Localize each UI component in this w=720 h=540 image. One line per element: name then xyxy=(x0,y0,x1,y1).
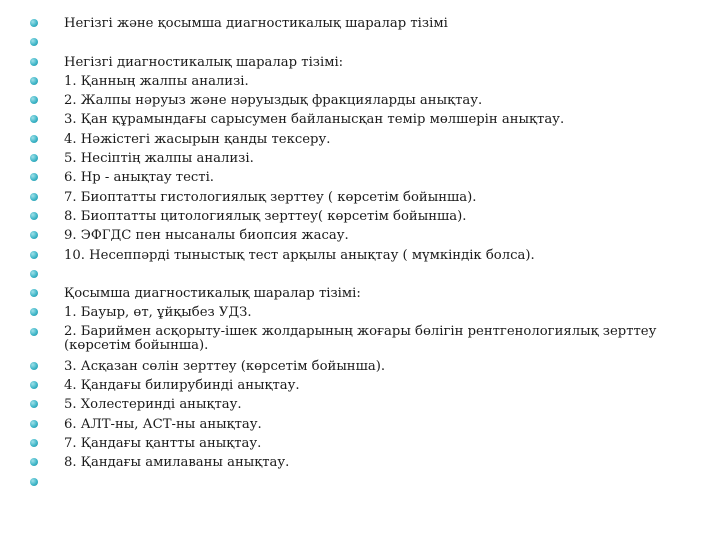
list-item xyxy=(30,434,710,453)
list-item-text: 9. ЭФГДС пен нысаналы биопсия жасау. xyxy=(64,228,349,244)
list-item-empty xyxy=(30,33,710,52)
list-item-text: 10. Несеппәрді тыныстық тест арқылы анықтау ( мүмкіндік болса). xyxy=(64,247,535,263)
list-item-text: 3. Қан құрамындағы сарысумен байланысқан темір мөлшерін анықтау. xyxy=(64,112,565,128)
list-item xyxy=(30,188,710,207)
list-item xyxy=(30,303,710,322)
list-item-text: 8. Биоптатты цитологиялық зерттеу( көрсетім бойынша). xyxy=(64,208,467,224)
list-item-text: 1. Қанның жалпы анализі. xyxy=(64,73,249,89)
list-item-text: 5. Несіптің жалпы анализі. xyxy=(64,151,254,167)
bullet-icon xyxy=(30,270,38,278)
bullet-icon xyxy=(30,308,38,316)
list-item-text: Негізгі диагностикалық шаралар тізімі: xyxy=(64,54,344,70)
bullet-icon xyxy=(30,58,38,66)
list-item-text: 7. Биоптатты гистологиялық зерттеу ( көрсетім бойынша). xyxy=(64,189,477,205)
list-item xyxy=(30,453,710,472)
list-item xyxy=(30,168,710,187)
list-item xyxy=(30,357,710,376)
list-item xyxy=(30,415,710,434)
bullet-icon xyxy=(30,19,38,27)
list-item xyxy=(30,376,710,395)
list-item-text: Негізгі және қосымша диагностикалық шаралар тізімі xyxy=(64,16,448,31)
bullet-icon xyxy=(30,154,38,162)
list-item-text: 3. Асқазан сөлін зерттеу (көрсетім бойынша). xyxy=(64,358,386,374)
bullet-icon xyxy=(30,400,38,408)
bullet-icon xyxy=(30,439,38,447)
list-item xyxy=(30,395,710,414)
bullet-icon xyxy=(30,362,38,370)
list-item-title xyxy=(30,14,710,33)
bullet-icon xyxy=(30,478,38,486)
list-item-text: 2. Жалпы нәруыз және нәруыздық фракцияларды анықтау. xyxy=(64,93,483,109)
list-item-text: 1. Бауыр, өт, ұйқыбез УДЗ. xyxy=(64,305,252,321)
bullet-icon xyxy=(30,193,38,201)
list-item xyxy=(30,207,710,226)
list-item xyxy=(30,323,670,357)
bullet-icon xyxy=(30,458,38,466)
bullet-icon xyxy=(30,381,38,389)
list-item xyxy=(30,149,710,168)
bullet-icon xyxy=(30,173,38,181)
list-item xyxy=(30,130,710,149)
list-item-extra-heading xyxy=(30,284,710,303)
list-item xyxy=(30,226,710,245)
bullet-icon xyxy=(30,289,38,297)
list-item-text: 4. Қандағы билирубинді анықтау. xyxy=(64,378,300,394)
list-item xyxy=(30,246,710,265)
diagnostic-list xyxy=(30,14,710,492)
list-item-text: Қосымша диагностикалық шаралар тізімі: xyxy=(64,286,361,302)
bullet-icon xyxy=(30,77,38,85)
bullet-icon xyxy=(30,328,38,336)
list-item-text: 4. Нәжістегі жасырын қанды тексеру. xyxy=(64,131,331,147)
bullet-icon xyxy=(30,135,38,143)
list-item-text: 5. Холестеринді анықтау. xyxy=(64,397,242,413)
bullet-icon xyxy=(30,231,38,239)
bullet-icon xyxy=(30,115,38,123)
list-item xyxy=(30,110,710,129)
bullet-icon xyxy=(30,38,38,46)
list-item xyxy=(30,91,710,110)
bullet-icon xyxy=(30,420,38,428)
list-item-text: 8. Қандағы амилаваны анықтау. xyxy=(64,455,290,471)
list-item-empty xyxy=(30,265,710,284)
list-item-empty xyxy=(30,473,710,492)
list-item-main-heading xyxy=(30,53,710,72)
list-item-text: 6. АЛТ-ны, АСТ-ны анықтау. xyxy=(64,416,262,432)
list-item xyxy=(30,72,710,91)
list-item-text: 7. Қандағы қантты анықтау. xyxy=(64,435,262,451)
bullet-icon xyxy=(30,212,38,220)
bullet-icon xyxy=(30,251,38,259)
list-item-text: 2. Бариймен асқорыту-ішек жолдарының жоғары бөлігін рентгенологиялық зерттеу (көрсетім бойынша). xyxy=(64,323,657,353)
bullet-icon xyxy=(30,96,38,104)
list-item-text: 6. Нр - анықтау тесті. xyxy=(64,170,214,186)
